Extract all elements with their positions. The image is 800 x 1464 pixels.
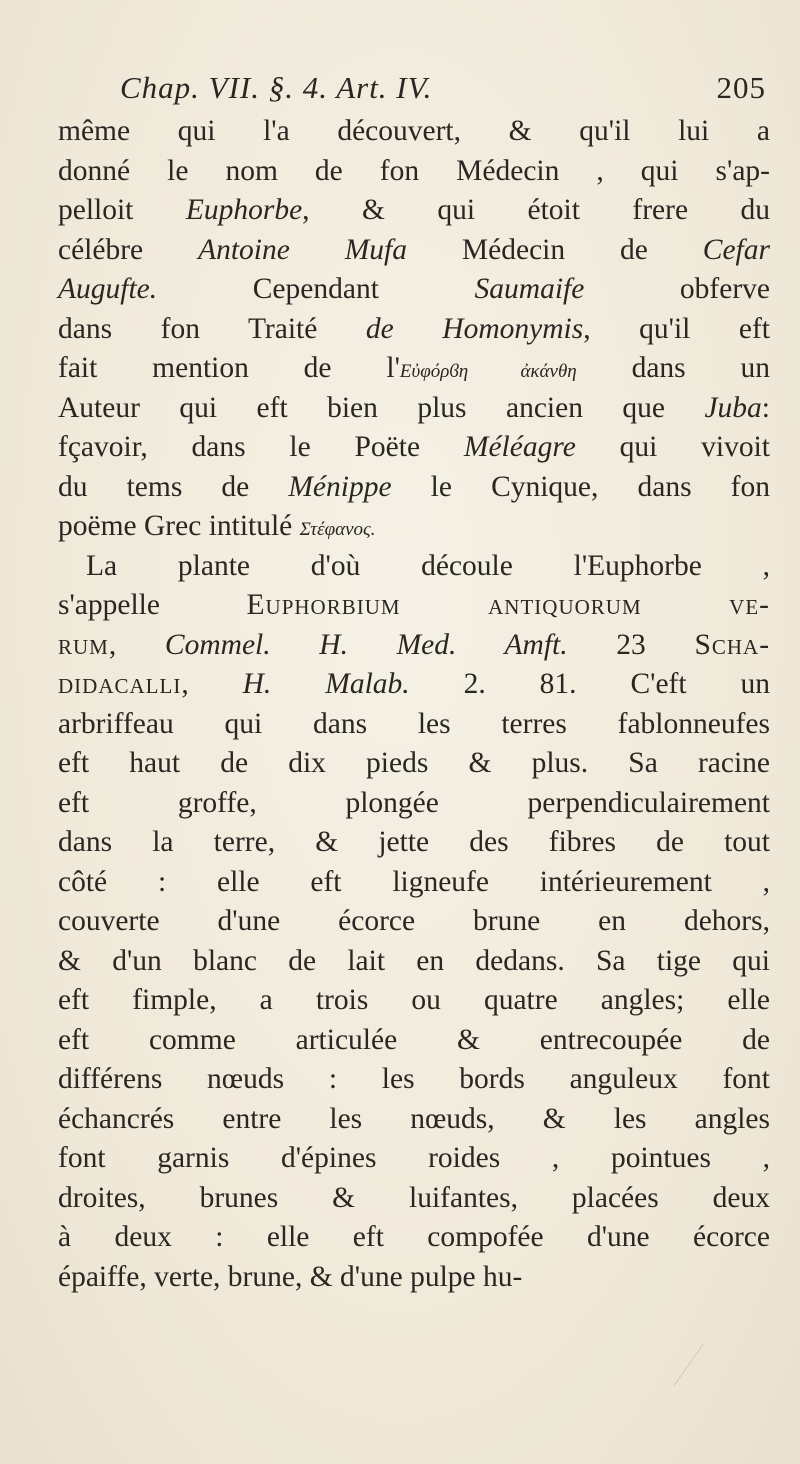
text-segment: droites, brunes & luifantes, placées deux <box>58 1181 770 1214</box>
text-line <box>58 1179 770 1219</box>
text-line <box>58 665 770 705</box>
text-segment: du tems de <box>58 470 289 503</box>
text-line <box>58 626 770 666</box>
text-segment: , & qui étoit frere du <box>302 194 770 226</box>
body-text <box>58 112 770 1297</box>
text-line <box>58 428 770 468</box>
text-line <box>58 1060 770 1100</box>
text-segment: & d'un blanc de lait en dedans. Sa tige qui <box>58 944 770 977</box>
text-segment: poëme Grec intitulé <box>58 510 300 542</box>
text-segment: dans un <box>576 352 770 384</box>
text-line <box>58 863 770 903</box>
text-segment: Commel. H. Med. Amft. <box>164 628 568 661</box>
text-segment: différens nœuds : les bords anguleux font <box>58 1063 770 1095</box>
text-segment: célébre <box>58 233 199 266</box>
text-segment: Scha- <box>694 628 771 661</box>
text-segment: Euphorbe <box>185 194 303 226</box>
text-segment: 2. 81. C'eft un <box>409 668 770 700</box>
text-segment: pelloit <box>58 194 186 226</box>
text-line <box>58 981 770 1021</box>
text-segment: eft groffe, plongée perpendiculairement <box>58 786 770 819</box>
text-segment: Augufte. <box>58 273 158 305</box>
text-segment: fait mention de l' <box>58 352 400 384</box>
text-line <box>58 152 770 192</box>
text-line <box>58 310 770 350</box>
text-line <box>58 705 770 745</box>
text-line <box>58 507 770 547</box>
text-line <box>58 1218 770 1258</box>
text-line <box>58 270 770 310</box>
text-segment: couverte d'une écorce brune en dehors, <box>58 905 770 937</box>
text-segment: à deux : elle eft compofée d'une écorce <box>58 1221 770 1253</box>
text-segment: Εὐφόρϐη ἀκάνθη <box>399 361 577 382</box>
text-segment: Cependant <box>157 273 475 305</box>
text-segment: Juba <box>704 391 762 424</box>
text-segment: Ménippe <box>288 470 392 503</box>
margin-mark <box>674 1344 703 1386</box>
text-segment: s'appelle <box>58 589 247 621</box>
text-line <box>58 823 770 863</box>
text-line <box>58 586 770 626</box>
text-line <box>58 191 770 231</box>
text-line <box>58 1021 770 1061</box>
text-segment: le Cynique, dans fon <box>391 470 770 503</box>
text-line <box>58 1139 770 1179</box>
text-segment: , <box>181 668 243 700</box>
text-segment: Cefar <box>702 233 770 266</box>
text-segment: dans fon Traité <box>58 312 366 345</box>
text-segment: eft haut de dix pieds & plus. Sa racine <box>58 747 770 779</box>
text-segment: dans la terre, & jette des fibres de tout <box>58 826 770 858</box>
text-segment: même qui l'a découvert, & qu'il lui a <box>58 115 770 147</box>
text-segment: La plante d'où découle l'Euphorbe , <box>86 549 770 582</box>
text-segment: échancrés entre les nœuds, & les angles <box>58 1102 770 1135</box>
text-line <box>58 468 770 508</box>
text-line <box>58 1100 770 1140</box>
text-segment: Antoine Mufa <box>198 233 407 266</box>
text-line <box>58 1258 770 1298</box>
text-segment: font garnis d'épines roides , pointues , <box>58 1142 770 1174</box>
text-segment: rum <box>58 628 109 661</box>
text-segment: donné le nom de fon Médecin , qui s'ap- <box>58 154 770 187</box>
text-line <box>58 784 770 824</box>
text-segment: Στέφανος. <box>299 519 376 540</box>
text-segment: côté : elle eft ligneufe intérieurement , <box>58 865 770 898</box>
text-segment: Médecin de <box>407 233 703 266</box>
text-segment: 23 <box>567 628 695 661</box>
text-line <box>58 389 770 429</box>
text-segment: qui vivoit <box>575 431 770 463</box>
text-segment: Auteur qui eft bien plus ancien que <box>58 391 705 424</box>
text-line <box>58 349 770 389</box>
text-segment: de Homonymis <box>365 312 584 345</box>
text-segment: eft comme articulée & entrecoupée de <box>58 1023 770 1056</box>
text-segment: fçavoir, dans le Poëte <box>58 431 464 463</box>
text-segment: eft fimple, a trois ou quatre angles; elle <box>58 984 770 1016</box>
text-segment: H. Malab. <box>242 668 410 700</box>
text-segment: Saumaife <box>474 273 585 305</box>
text-segment: Euphorbium antiquorum ve- <box>246 589 770 621</box>
text-segment: , <box>108 628 165 661</box>
text-line <box>58 112 770 152</box>
running-header <box>120 70 766 114</box>
text-line <box>58 744 770 784</box>
text-segment: obferve <box>584 273 771 305</box>
text-segment: arbriffeau qui dans les terres fablonneufes <box>58 707 770 740</box>
text-line <box>58 902 770 942</box>
text-line <box>58 547 770 587</box>
text-segment: Méléagre <box>463 431 576 463</box>
text-segment: épaiffe, verte, brune, & d'une pulpe hu- <box>58 1260 523 1293</box>
running-title: Chap. VII. §. 4. Art. IV. <box>120 70 433 105</box>
text-segment: : <box>761 391 770 424</box>
text-line <box>58 942 770 982</box>
text-segment: , qu'il eft <box>583 312 771 345</box>
text-line <box>58 231 770 271</box>
text-segment: didacalli <box>58 668 182 700</box>
page-number: 205 <box>716 70 766 105</box>
